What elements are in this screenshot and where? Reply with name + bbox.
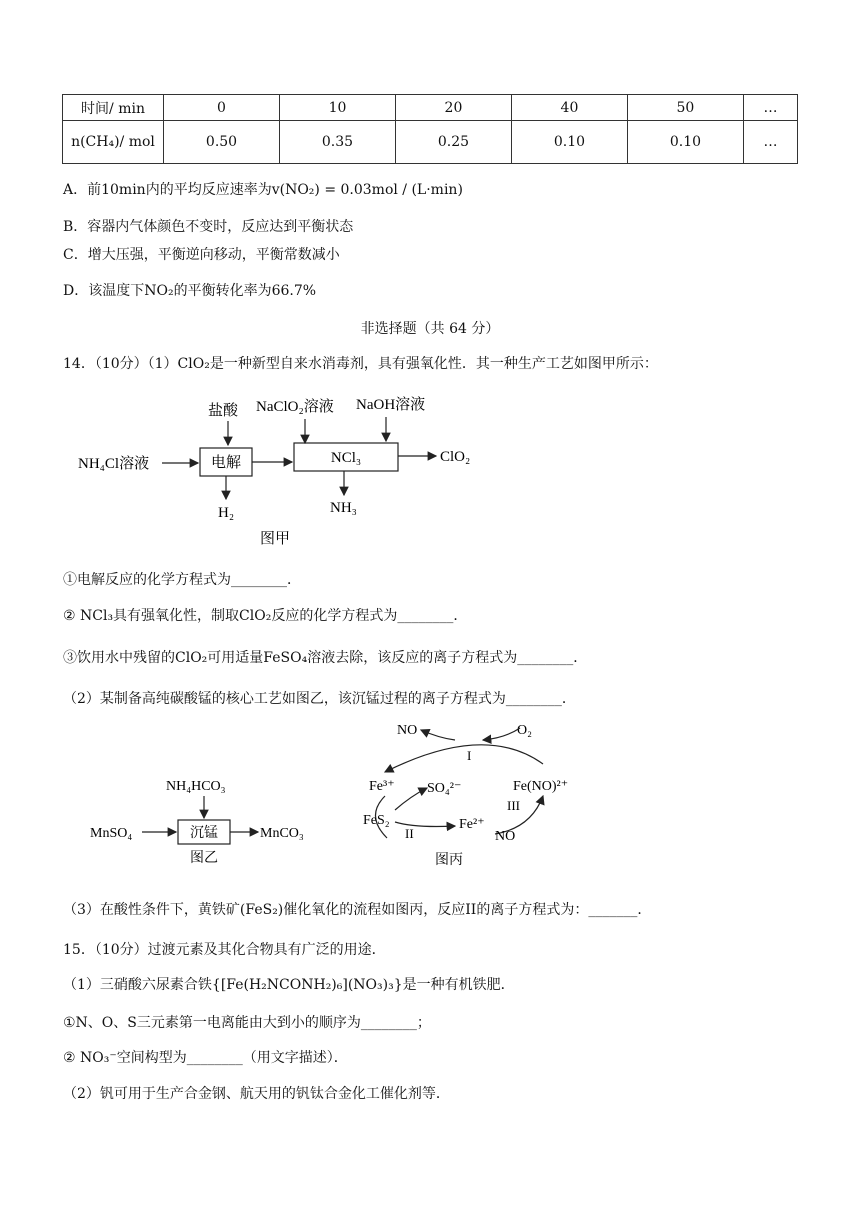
section-title: 非选择题（共 64 分） <box>360 321 500 337</box>
hcl-label: 盐酸 <box>208 403 239 419</box>
figure-yi-caption: 图乙 <box>190 851 218 866</box>
figure-bing-caption: 图丙 <box>435 853 463 868</box>
nh4cl-label: NH₄Cl溶液 <box>78 456 150 472</box>
q14-sub2: ② NCl₃具有强氧化性，制取ClO₂反应的化学方程式为________． <box>63 608 468 624</box>
table-cell: 50 <box>627 95 743 121</box>
ncl3-label: NCl₃ <box>330 450 362 466</box>
chenmeng-label: 沉锰 <box>190 826 218 841</box>
table-cell: 0 <box>164 95 280 121</box>
mnso4-label: MnSO₄ <box>90 826 133 841</box>
q14-intro: 14．（10分）（1）ClO₂是一种新型自来水消毒剂，具有强氧化性．其一种生产工艺如图甲所示： <box>63 356 658 372</box>
table-data-row <box>63 121 798 164</box>
q14-part3: （3）在酸性条件下，黄铁矿(FeS₂)催化氧化的流程如图丙，反应II的离子方程式为：_______． <box>63 902 652 918</box>
table-cell: 0.35 <box>279 121 395 164</box>
fes2-label: FeS₂ <box>363 813 390 828</box>
table-cell: 0.50 <box>164 121 280 164</box>
q15-sub1: ①N、O、S三元素第一电离能由大到小的顺序为________； <box>63 1015 431 1031</box>
nh4hco3-label: NH₄HCO₃ <box>166 779 226 794</box>
figure-jia-caption: 图甲 <box>260 531 291 547</box>
table-cell: 40 <box>511 95 627 121</box>
table-cell: 20 <box>395 95 511 121</box>
h2-label: H₂ <box>218 505 235 521</box>
mnco3-label: MnCO₃ <box>260 826 304 841</box>
table-cell: … <box>743 121 797 164</box>
step-iii-label: III <box>507 798 520 813</box>
amount-header: n(CH₄)/ mol <box>63 121 164 164</box>
option-d: D．该温度下NO₂的平衡转化率为66.7% <box>63 283 317 299</box>
q15-part1: （1）三硝酸六尿素合铁{[Fe(H₂NCONH₂)₆](NO₃)₃}是一种有机铁肥． <box>63 977 515 993</box>
electrolysis-label: 电解 <box>210 455 242 471</box>
nh3-label: NH₃ <box>330 500 357 516</box>
q15-sub2: ② NO₃⁻空间构型为________（用文字描述）． <box>63 1050 348 1066</box>
table-header-row <box>63 95 798 121</box>
fe2-label: Fe²⁺ <box>459 817 485 832</box>
clo2-label: ClO₂ <box>440 449 471 465</box>
q15-intro: 15．（10分）过渡元素及其化合物具有广泛的用途． <box>63 942 386 958</box>
o2-label: O₂ <box>517 723 532 738</box>
q14-part2: （2）某制备高纯碳酸锰的核心工艺如图乙，该沉锰过程的离子方程式为________． <box>63 691 576 707</box>
naoh-label: NaOH溶液 <box>356 397 426 413</box>
no-bottom-label: NO <box>495 829 516 844</box>
table-cell: 10 <box>279 95 395 121</box>
figure-bing <box>355 712 605 872</box>
table-cell: 0.10 <box>511 121 627 164</box>
table-cell: 0.10 <box>627 121 743 164</box>
q14-sub1: ①电解反应的化学方程式为________． <box>63 572 301 588</box>
naclo2-label: NaClO₂溶液 <box>256 399 334 415</box>
option-a: A．前10min内的平均反应速率为v(NO₂) = 0.03mol / (L·min) <box>63 182 463 198</box>
q15-part2: （2）钒可用于生产合金钢、航天用的钒钛合金化工催化剂等． <box>63 1086 450 1102</box>
figure-yi <box>88 770 328 870</box>
table-cell: … <box>743 95 797 121</box>
option-b: B．容器内气体颜色不变时，反应达到平衡状态 <box>63 219 354 235</box>
so4-label: SO₄²⁻ <box>427 781 462 796</box>
feno-label: Fe(NO)²⁺ <box>513 779 569 794</box>
figure-jia <box>60 385 520 555</box>
fe3-label: Fe³⁺ <box>369 779 395 794</box>
option-c: C．增大压强，平衡逆向移动，平衡常数减小 <box>63 247 340 263</box>
q14-sub3: ③饮用水中残留的ClO₂可用适量FeSO₄溶液去除，该反应的离子方程式为________． <box>63 650 588 666</box>
data-table <box>62 94 798 164</box>
step-i-label: I <box>467 748 472 763</box>
table-cell: 0.25 <box>395 121 511 164</box>
no-top-label: NO <box>397 723 418 738</box>
time-header: 时间/ min <box>63 95 164 121</box>
step-ii-label: II <box>405 826 414 841</box>
